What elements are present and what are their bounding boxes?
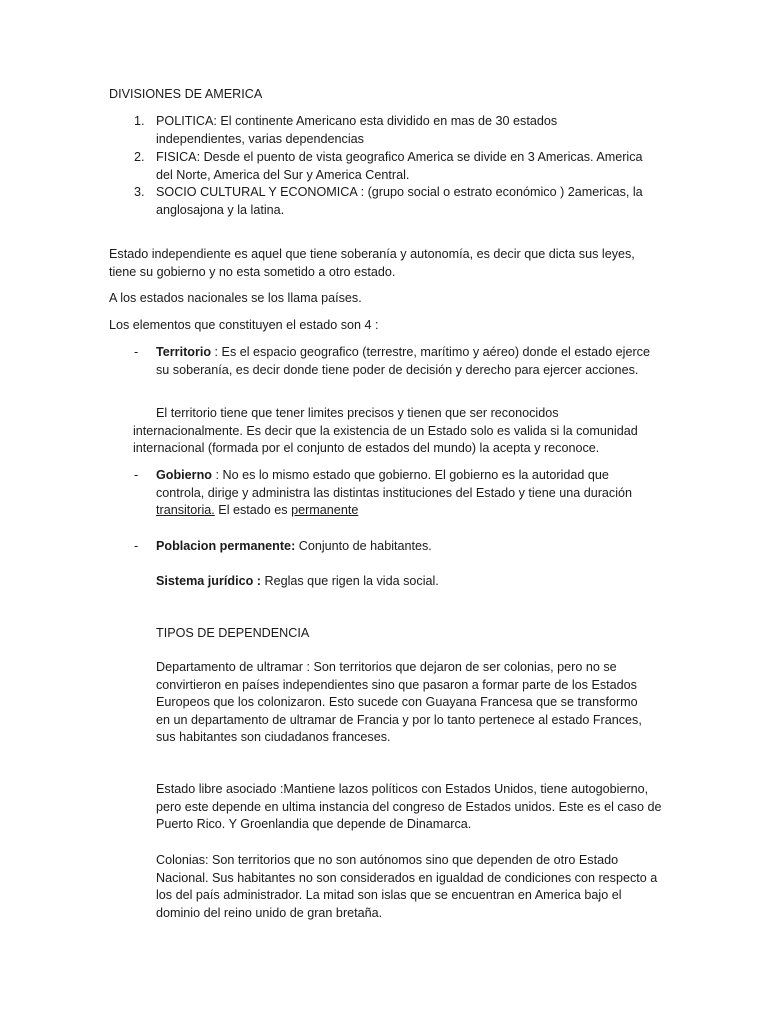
division-text: SOCIO CULTURAL Y ECONOMICA : (grupo social o estrato económico ) 2americas, la anglosajona y la latina.	[156, 185, 643, 217]
transitoria-underlined: transitoria.	[156, 503, 215, 518]
sistema-term: Sistema jurídico :	[156, 574, 261, 588]
sistema-text: Sistema jurídico : Reglas que rigen la vida social.	[156, 574, 439, 588]
document-title: DIVISIONES DE AMERICA	[109, 87, 263, 101]
poblacion-term: Poblacion permanente:	[156, 539, 296, 553]
gobierno-text: Gobierno : No es lo mismo estado que gobierno. El gobierno es la autoridad que controla, dirige y administra las distintas instituciones del Estado y tiene una duración transitoria. El estado es permanente	[156, 468, 633, 518]
list-dash: -	[134, 345, 139, 359]
division-text: FISICA: Desde el puento de vista geografico America se divide en 3 Americas. America del Norte, America del Sur y America Central.	[156, 150, 643, 182]
paragraph-elementos: Los elementos que constituyen el estado son 4 :	[109, 318, 379, 332]
division-number: 1.	[134, 114, 145, 128]
paragraph-colonias: Colonias: Son territorios que no son autónomos sino que dependen de otro Estado Nacional. Sus habitantes no son considerados en igualdad de condiciones con respecto a los del país administrador. La mitad son islas que se encuentran en America bajo el dominio del reino unido de gran bretaña.	[156, 853, 658, 920]
list-dash: -	[134, 468, 139, 482]
gobierno-term: Gobierno	[156, 468, 212, 482]
territorio-extra: El territorio tiene que tener limites precisos y tienen que ser reconocidos internacionalmente. Es decir que la existencia de un Estado solo es valida si la comunidad internacional (formada por el conjunto de estados del mundo) la acepta y reconoce.	[133, 406, 638, 456]
territorio-term: Territorio	[156, 345, 212, 359]
territorio-text: Territorio : Es el espacio geografico (terrestre, marítimo y aéreo) donde el estado ejerce su soberanía, es decir donde tiene poder de decisión y derecho para ejercer acciones.	[156, 345, 650, 377]
division-number: 2.	[134, 150, 145, 164]
paragraph-ultramar: Departamento de ultramar : Son territorios que dejaron de ser colonias, pero no se convirtieron en países independientes sino que pasaron a formar parte de los Estados Europeos que los colonizaron. Esto sucede con Guayana Francesa que se transformo en un departamento de ultramar de Francia y por lo tanto pertenece al estado Frances, sus habitantes son ciudadanos franceses.	[156, 660, 642, 745]
paragraph-estado-libre: Estado libre asociado :Mantiene lazos políticos con Estados Unidos, tiene autogobierno, pero este depende en ultima instancia del congreso de Estados unidos. Este es el caso de Puerto Rico. Y Groenlandia que depende de Dinamarca.	[156, 782, 662, 832]
section-title-tipos: TIPOS DE DEPENDENCIA	[156, 626, 310, 640]
permanente-underlined: permanente	[291, 503, 359, 518]
poblacion-text: Poblacion permanente: Conjunto de habitantes.	[156, 539, 432, 553]
division-text: POLITICA: El continente Americano esta dividido en mas de 30 estados independientes, varias dependencias	[156, 114, 558, 146]
list-dash: -	[134, 539, 139, 553]
paragraph-estado: Estado independiente es aquel que tiene soberanía y autonomía, es decir que dicta sus leyes, tiene su gobierno y no esta sometido a otro estado.	[109, 247, 635, 279]
paragraph-paises: A los estados nacionales se los llama países.	[109, 291, 362, 305]
division-number: 3.	[134, 185, 145, 199]
